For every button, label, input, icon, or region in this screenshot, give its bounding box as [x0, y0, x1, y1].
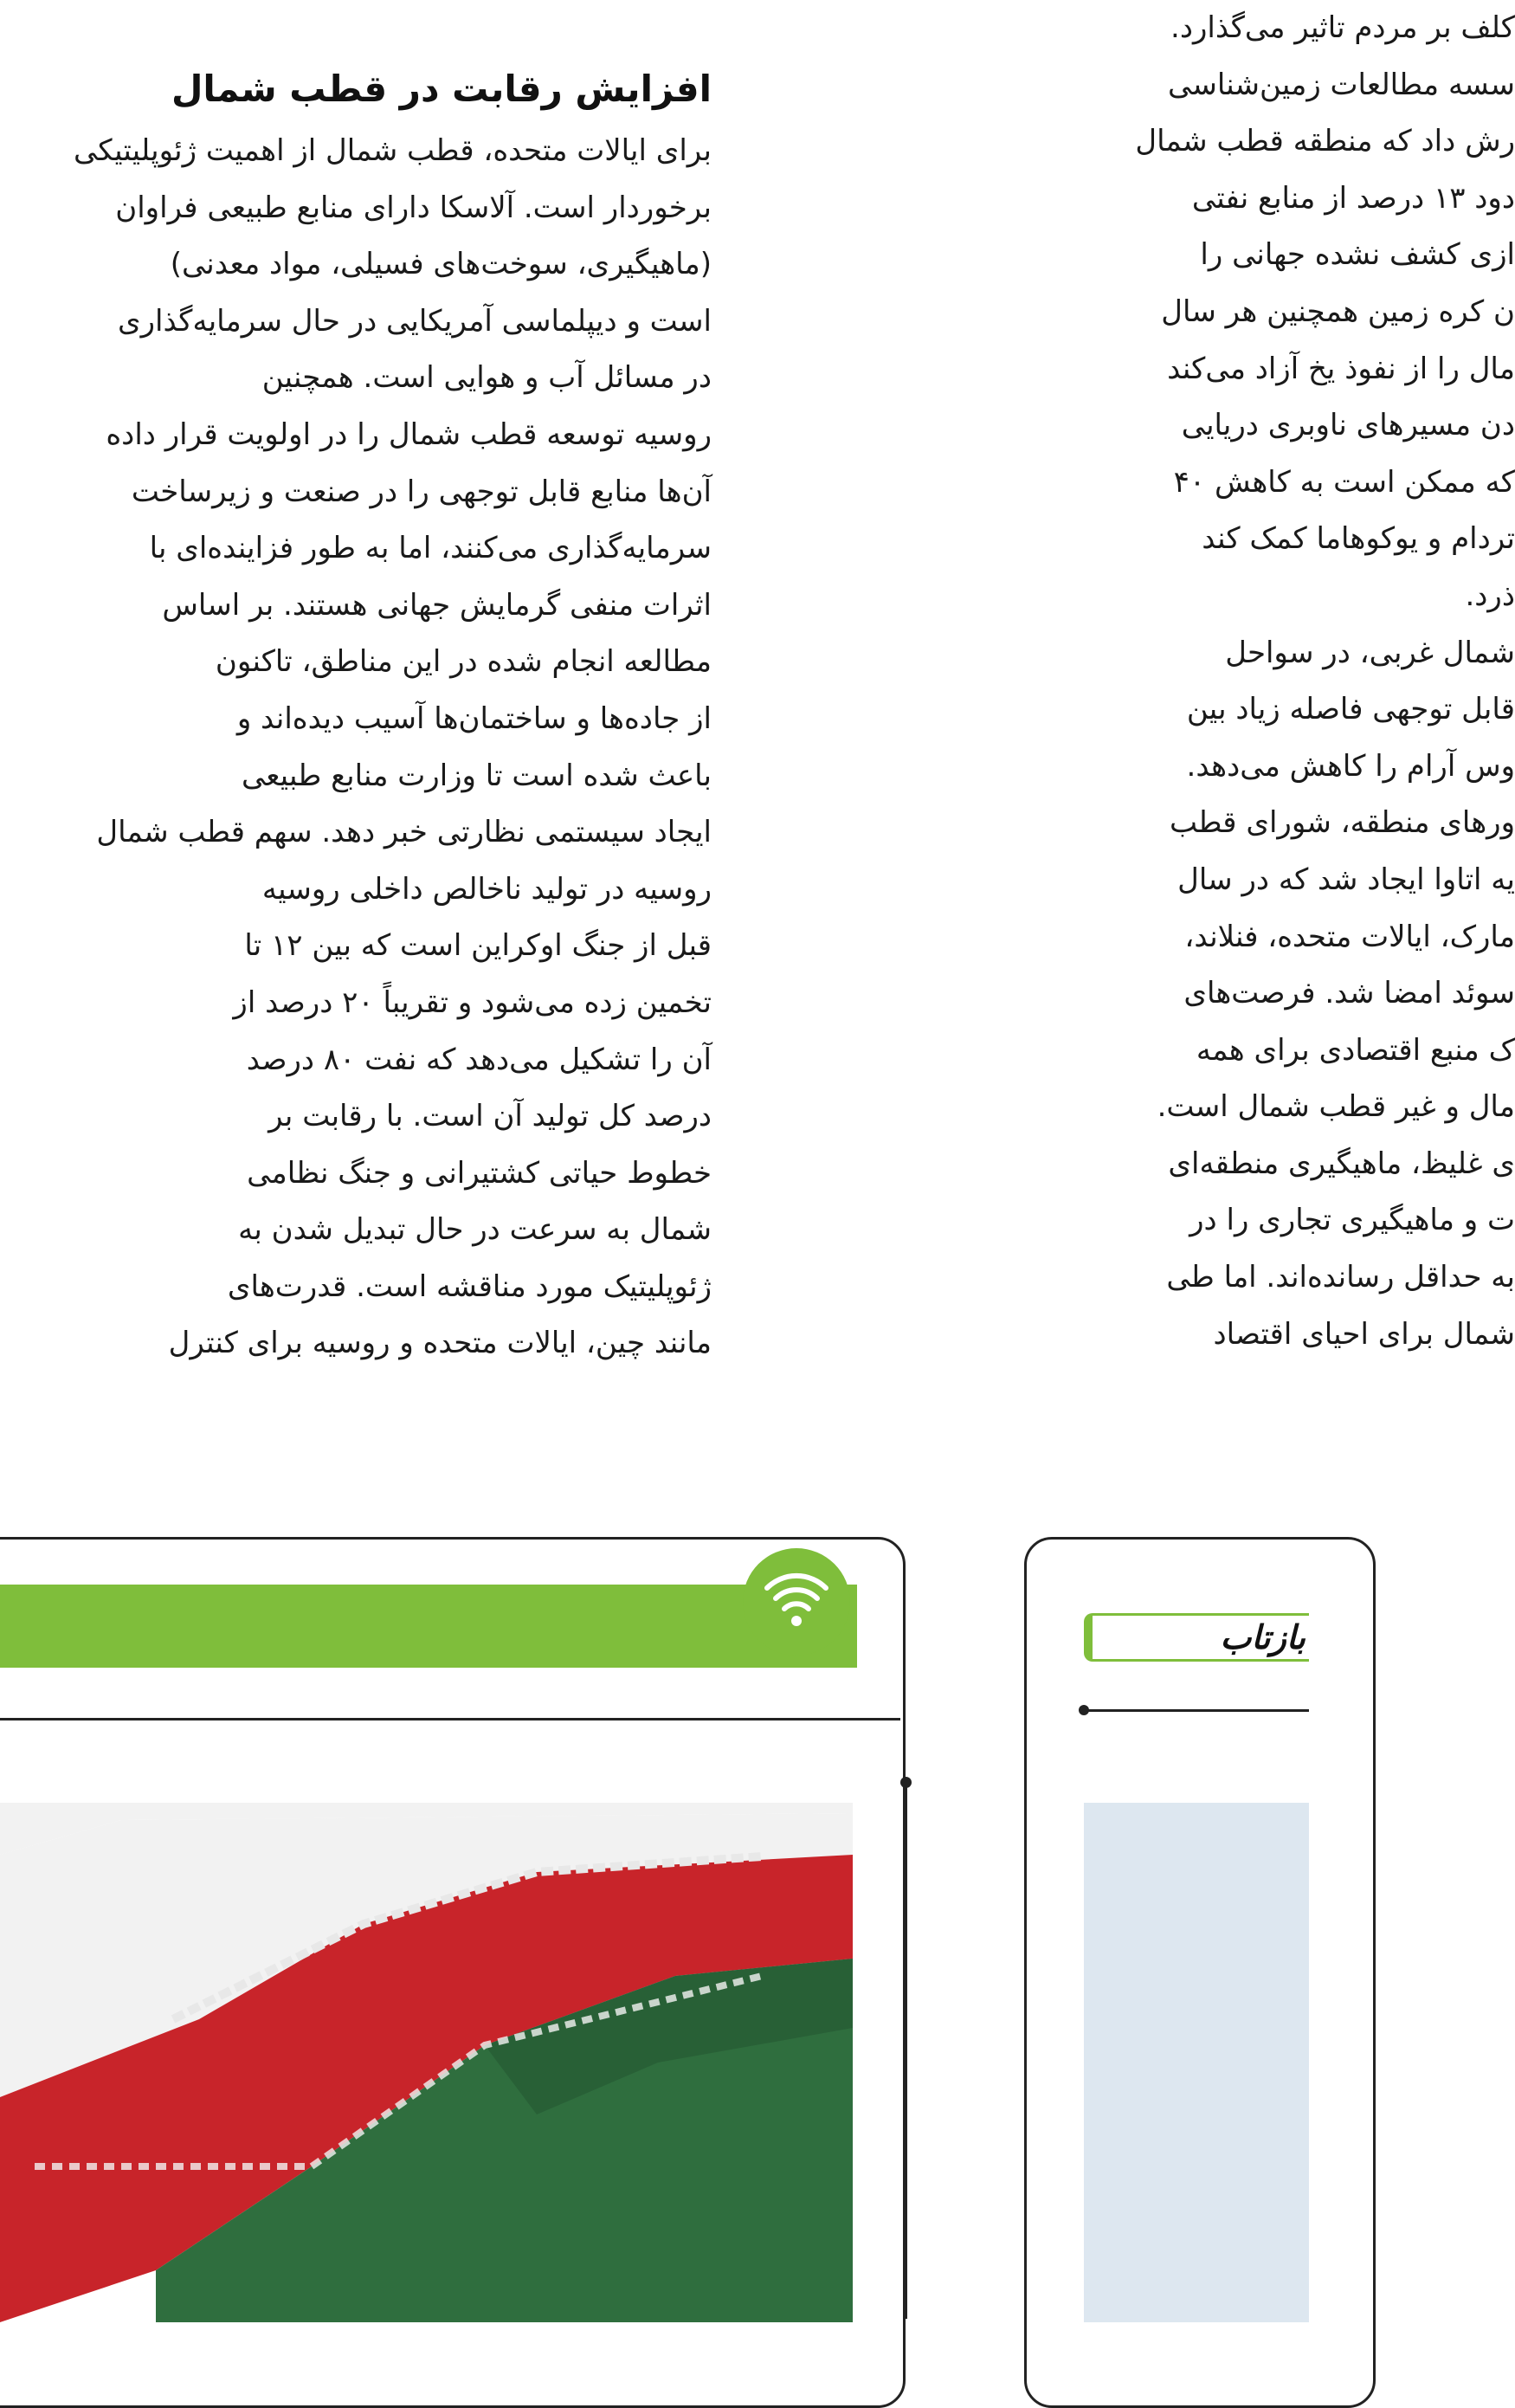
- text-line: مطالعه انجام شده در این مناطق، تاکنون: [215, 644, 712, 680]
- text-line: دن مسیرهای ناوبری دریایی: [1181, 408, 1515, 443]
- text-line: ایجاد سیستمی نظارتی خبر دهد. سهم قطب شمال: [96, 815, 712, 850]
- text-line: آن را تشکیل می‌دهد که نفت ۸۰ درصد: [246, 1042, 712, 1077]
- text-line: روسیه در تولید ناخالص داخلی روسیه: [261, 871, 712, 907]
- article-right-body: [736, 0, 1515, 1363]
- text-line: در مسائل آب و هوایی است. همچنین: [261, 360, 712, 396]
- text-line: وس آرام را کاهش می‌دهد.: [1186, 748, 1515, 784]
- panel-divider: [0, 1718, 900, 1720]
- vertical-rule: [905, 1782, 907, 2319]
- text-line: (ماهیگیری، سوخت‌های فسیلی، مواد معدنی): [170, 247, 712, 282]
- text-line: که ممکن است به کاهش ۴۰: [1173, 464, 1515, 500]
- text-line: است و دیپلماسی آمریکایی در حال سرمایه‌گذاری: [117, 303, 712, 339]
- right-divider: [1084, 1709, 1309, 1712]
- text-line: قبل از جنگ اوکراین است که بین ۱۲ تا: [244, 928, 712, 964]
- article-title: افزایش رقابت در قطب شمال: [171, 68, 712, 110]
- text-line: روسیه توسعه قطب شمال را در اولویت قرار داده: [106, 416, 712, 452]
- text-line: ژئوپلیتیک مورد مناقشه است. قدرت‌های: [227, 1269, 712, 1304]
- article-right: [736, 0, 1515, 1363]
- wifi-badge: [743, 1548, 850, 1656]
- text-line: دود ۱۳ درصد از منابع نفتی: [1191, 180, 1515, 216]
- text-line: یه اتاوا ایجاد شد که در سال: [1177, 862, 1515, 897]
- iran-flag-photo: [0, 1803, 853, 2322]
- text-line: ک منبع اقتصادی برای همه: [1196, 1032, 1515, 1068]
- text-line: ن کره زمین همچنین هر سال: [1161, 294, 1515, 329]
- text-line: اثرات منفی گرمایش جهانی هستند. بر اساس: [162, 587, 712, 623]
- text-line: ی غلیظ، ماهیگیری منطقه‌ای: [1168, 1146, 1515, 1181]
- section-tag: [1093, 1616, 1318, 1659]
- panel-header-bar: [0, 1585, 857, 1668]
- text-line: تخمین زده می‌شود و تقریباً ۲۰ درصد از: [233, 985, 712, 1020]
- section-tag-label: بازتاب: [1220, 1617, 1305, 1656]
- text-line: رش داد که منطقه قطب شمال: [1135, 124, 1515, 159]
- text-line: ذرد.: [1465, 578, 1515, 613]
- text-line: ت و ماهیگیری تجاری را در: [1189, 1203, 1515, 1238]
- article-left-body: [0, 123, 712, 1372]
- text-line: تردام و یوکوهاما کمک کند: [1202, 521, 1515, 557]
- text-line: مال را از نفوذ یخ آزاد می‌کند: [1167, 351, 1515, 386]
- text-line: سوئد امضا شد. فرصت‌های: [1183, 976, 1515, 1011]
- text-line: شمال غربی، در سواحل: [1225, 635, 1515, 670]
- text-line: سسه مطالعات زمین‌شناسی: [1168, 67, 1515, 102]
- text-line: مانند چین، ایالات متحده و روسیه برای کنترل: [168, 1326, 712, 1361]
- text-line: باعث شده است تا وزارت منابع طبیعی: [241, 758, 712, 793]
- wifi-icon: [764, 1569, 829, 1635]
- text-line: ورهای منطقه، شورای قطب: [1170, 805, 1515, 841]
- text-line: قابل توجهی فاصله زیاد بین: [1186, 692, 1515, 727]
- text-line: خطوط حیاتی کشتیرانی و جنگ نظامی: [247, 1155, 712, 1191]
- text-line: سرمایه‌گذاری می‌کنند، اما به طور فزاینده‌ای با: [149, 531, 712, 566]
- text-line: مارک، ایالات متحده، فنلاند،: [1184, 919, 1515, 954]
- text-line: به حداقل رسانده‌اند. اما طی: [1166, 1260, 1515, 1295]
- text-line: برخوردار است. آلاسکا دارای منابع طبیعی فراوان: [115, 190, 712, 225]
- article-left: [0, 55, 712, 1372]
- text-line: مال و غیر قطب شمال است.: [1157, 1089, 1515, 1125]
- flag-image: [0, 1803, 853, 2322]
- text-line: از جاده‌ها و ساختمان‌ها آسیب دیده‌اند و: [236, 700, 712, 736]
- text-line: شمال برای احیای اقتصاد: [1213, 1316, 1515, 1352]
- text-line: درصد کل تولید آن است. با رقابت بر: [268, 1099, 712, 1134]
- text-line: کلف بر مردم تاثیر می‌گذارد.: [1170, 10, 1515, 45]
- text-line: شمال به سرعت در حال تبدیل شدن به: [238, 1212, 712, 1248]
- text-line: آن‌ها منابع قابل توجهی را در صنعت و زیرساخت: [131, 474, 712, 509]
- right-photo: [1084, 1803, 1309, 2322]
- text-line: ازی کشف نشده جهانی را: [1200, 237, 1515, 273]
- text-line: برای ایالات متحده، قطب شمال از اهمیت ژئوپلیتیکی: [74, 133, 712, 168]
